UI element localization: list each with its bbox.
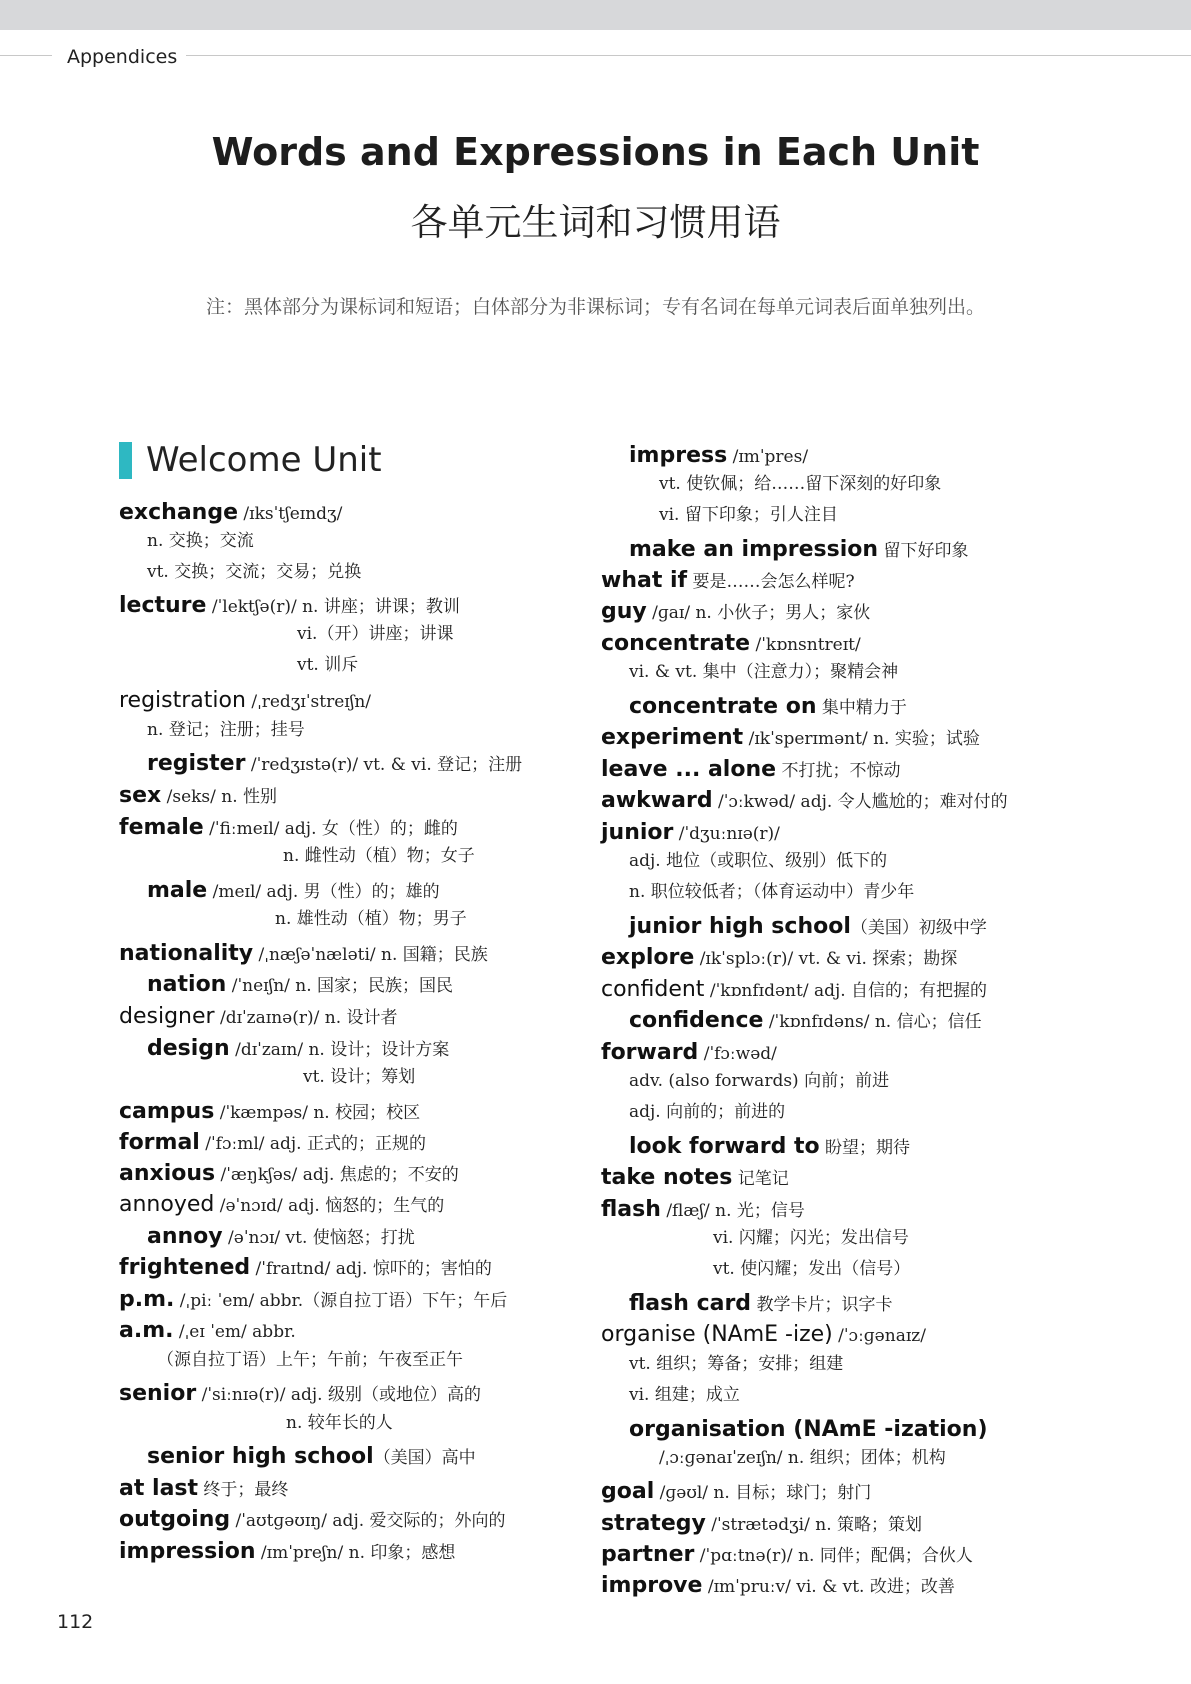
definition-text: adv. (also forwards) 向前；前进 bbox=[629, 1071, 890, 1091]
vocab-entry-forward bbox=[601, 1042, 777, 1064]
vocab-entry-leave-alone bbox=[601, 759, 900, 781]
definition-text: n. 雄性动（植）物；男子 bbox=[275, 909, 467, 929]
vocab-entry-strategy bbox=[601, 1513, 922, 1535]
definition-text: /ˈfraɪtnd/ adj. 惊吓的；害怕的 bbox=[250, 1259, 492, 1279]
definition-text: /ˈɔːkwəd/ adj. 令人尴尬的；难对付的 bbox=[712, 792, 1008, 812]
definition-text: /ɪksˈtʃeɪndʒ/ bbox=[238, 504, 343, 524]
headword: make an impression bbox=[629, 537, 879, 562]
vocab-sense-line bbox=[275, 911, 467, 928]
vocab-sense-line bbox=[297, 657, 358, 674]
headword: nationality bbox=[119, 941, 254, 966]
headword: design bbox=[147, 1036, 230, 1061]
headword: confident bbox=[601, 977, 705, 1002]
definition-text: /ˈneɪʃn/ n. 国家；民族；国民 bbox=[226, 976, 454, 996]
vocab-entry-exchange bbox=[119, 502, 342, 524]
headword: organisation (NAmE -ization) bbox=[629, 1417, 988, 1442]
definition-text: /seks/ n. 性别 bbox=[161, 787, 278, 807]
definition-text: vi. 留下印象；引人注目 bbox=[659, 505, 838, 525]
vocab-entry-anxious bbox=[119, 1163, 459, 1185]
definition-text: n. 较年长的人 bbox=[286, 1413, 393, 1433]
vocab-entry-organise-name-ize bbox=[601, 1324, 926, 1346]
headword: a.m. bbox=[119, 1318, 174, 1343]
vocab-entry-at-last bbox=[119, 1478, 288, 1500]
vocab-entry-annoy bbox=[147, 1226, 415, 1248]
headword: take notes bbox=[601, 1165, 733, 1190]
vocab-entry-impress bbox=[629, 445, 808, 467]
vocab-entry-sex bbox=[119, 785, 277, 807]
headword: p.m. bbox=[119, 1287, 175, 1312]
definition-text: /ˈaʊtɡəʊɪŋ/ adj. 爱交际的；外向的 bbox=[230, 1511, 506, 1531]
headword: registration bbox=[119, 688, 246, 713]
definition-text: vt. 设计；筹划 bbox=[303, 1067, 416, 1087]
headword: junior high school bbox=[629, 914, 851, 939]
vocab-sense-line bbox=[629, 884, 914, 901]
definition-text: 终于；最终 bbox=[198, 1480, 289, 1500]
headword: senior high school bbox=[147, 1444, 374, 1469]
headword: what if bbox=[601, 568, 688, 593]
vocab-entry-concentrate bbox=[601, 633, 861, 655]
definition-text: /flæʃ/ n. 光；信号 bbox=[660, 1201, 805, 1221]
definition-text: vi.（开）讲座；讲课 bbox=[297, 624, 454, 644]
unit-title: Welcome Unit bbox=[146, 440, 382, 480]
definition-text: /ˌeɪ ˈem/ abbr. bbox=[173, 1322, 296, 1342]
vocab-sense-line bbox=[713, 1261, 910, 1278]
definition-text: /əˈnɔɪ/ vt. 使恼怒；打扰 bbox=[222, 1228, 415, 1248]
definition-text: /ˈsiːnɪə(r)/ adj. 级别（或地位）高的 bbox=[196, 1385, 481, 1405]
definition-text: vt. 交换；交流；交易；兑换 bbox=[147, 562, 362, 582]
vocab-entry-junior bbox=[601, 822, 780, 844]
definition-text: vi. & vt. 集中（注意力）；聚精会神 bbox=[629, 662, 899, 682]
definition-text: /ɡaɪ/ n. 小伙子；男人；家伙 bbox=[646, 603, 871, 623]
vocab-entry-look-forward-to bbox=[629, 1136, 910, 1158]
headword: impress bbox=[629, 443, 728, 468]
vocab-entry-flash-card bbox=[629, 1293, 892, 1315]
top-gray-band bbox=[0, 0, 1191, 30]
definition-text: （源自拉丁语）上午；午前；午夜至正午 bbox=[157, 1350, 463, 1370]
vocab-entry-experiment bbox=[601, 727, 980, 749]
vocab-entry-goal bbox=[601, 1481, 871, 1503]
vocab-sense-line bbox=[297, 626, 453, 643]
definition-text: 要是……会怎么样呢? bbox=[687, 572, 855, 592]
definition-text: /ˈfiːmeɪl/ adj. 女（性）的；雌的 bbox=[203, 819, 458, 839]
vocab-entry-improve bbox=[601, 1575, 955, 1597]
headword: senior bbox=[119, 1381, 197, 1406]
definition-text: /ɪkˈsperɪmənt/ n. 实验；试验 bbox=[743, 729, 980, 749]
headword: formal bbox=[119, 1130, 200, 1155]
definition-text: /ˈfɔːwəd/ bbox=[698, 1044, 777, 1064]
header-rule-left bbox=[0, 55, 52, 56]
definition-text: /ɪmˈpreʃn/ n. 印象；感想 bbox=[255, 1543, 456, 1563]
definition-text: /ˈkɒnsntreɪt/ bbox=[750, 635, 861, 655]
headword: outgoing bbox=[119, 1507, 231, 1532]
legend-note: 注：黑体部分为课标词和短语；白体部分为非课标词；专有名词在每单元词表后面单独列出。 bbox=[205, 296, 985, 318]
headword: frightened bbox=[119, 1255, 251, 1280]
vocab-entry-organisation-name-ization bbox=[629, 1419, 988, 1441]
headword: explore bbox=[601, 945, 695, 970]
definition-text: /dɪˈzaɪnə(r)/ n. 设计者 bbox=[214, 1008, 398, 1028]
vocab-entry-nationality bbox=[119, 943, 488, 965]
vocab-entry-senior bbox=[119, 1383, 481, 1405]
headword: leave ... alone bbox=[601, 757, 777, 782]
definition-text: 不打扰；不惊动 bbox=[776, 761, 901, 781]
section-label: Appendices bbox=[67, 46, 178, 68]
definition-text: /dɪˈzaɪn/ n. 设计；设计方案 bbox=[229, 1040, 450, 1060]
vocab-entry-outgoing bbox=[119, 1509, 506, 1531]
headword: campus bbox=[119, 1099, 215, 1124]
vocab-entry-what-if bbox=[601, 570, 855, 592]
headword: concentrate bbox=[601, 631, 751, 656]
vocab-entry-explore bbox=[601, 947, 957, 969]
unit-accent-bar bbox=[119, 442, 132, 479]
definition-text: （美国）初级中学 bbox=[850, 918, 987, 938]
definition-text: /ˈstrætədʒi/ n. 策略；策划 bbox=[705, 1515, 923, 1535]
vocab-entry-female bbox=[119, 817, 458, 839]
vocab-sense-line bbox=[147, 533, 254, 550]
definition-text: 盼望；期待 bbox=[819, 1138, 911, 1158]
definition-text: adj. 地位（或职位、级别）低下的 bbox=[629, 851, 888, 871]
definition-text: /ˌɔːɡənaɪˈzeɪʃn/ n. 组织；团体；机构 bbox=[659, 1448, 946, 1468]
headword: anxious bbox=[119, 1161, 216, 1186]
unit-heading bbox=[119, 441, 382, 479]
definition-text: 记笔记 bbox=[732, 1169, 789, 1189]
vocab-entry-confident bbox=[601, 979, 987, 1001]
headword: annoy bbox=[147, 1224, 223, 1249]
definition-text: n. 登记；注册；挂号 bbox=[147, 720, 305, 740]
headword: forward bbox=[601, 1040, 699, 1065]
vocab-entry-register bbox=[147, 753, 522, 775]
headword: flash bbox=[601, 1197, 661, 1222]
definition-text: 集中精力于 bbox=[816, 698, 907, 718]
vocab-entry-frightened bbox=[119, 1257, 492, 1279]
headword: partner bbox=[601, 1542, 695, 1567]
headword: junior bbox=[601, 820, 674, 845]
vocab-entry-awkward bbox=[601, 790, 1008, 812]
definition-text: /ˈæŋkʃəs/ adj. 焦虑的；不安的 bbox=[215, 1165, 459, 1185]
vocab-entry-guy bbox=[601, 601, 870, 623]
vocab-sense-line bbox=[303, 1069, 415, 1086]
vocab-sense-line bbox=[629, 1387, 740, 1404]
page-title-english: Words and Expressions in Each Unit bbox=[211, 130, 980, 174]
vocab-entry-lecture bbox=[119, 595, 460, 617]
vocab-sense-line bbox=[629, 853, 887, 870]
headword: nation bbox=[147, 972, 227, 997]
vocab-sense-line bbox=[629, 1356, 843, 1373]
vocab-entry-male bbox=[147, 880, 440, 902]
definition-text: vi. 闪耀；闪光；发出信号 bbox=[713, 1228, 909, 1248]
definition-text: /ɪmˈpres/ bbox=[727, 447, 809, 467]
definition-text: /ɪmˈpruːv/ vi. & vt. 改进；改善 bbox=[702, 1577, 955, 1597]
page-number: 112 bbox=[57, 1611, 94, 1633]
vocab-entry-impression bbox=[119, 1541, 455, 1563]
definition-text: vt. 使钦佩；给……留下深刻的好印象 bbox=[659, 474, 942, 494]
headword: designer bbox=[119, 1004, 215, 1029]
definition-text: /ˈdʒuːnɪə(r)/ bbox=[673, 824, 780, 844]
headword: exchange bbox=[119, 500, 238, 525]
definition-text: /ˌredʒɪˈstreɪʃn/ bbox=[245, 692, 371, 712]
vocab-sense-line bbox=[659, 476, 941, 493]
definition-text: /meɪl/ adj. 男（性）的；雄的 bbox=[207, 882, 440, 902]
definition-text: 留下好印象 bbox=[878, 541, 969, 561]
vocab-entry-take-notes bbox=[601, 1167, 789, 1189]
vocab-sense-line bbox=[659, 507, 838, 524]
headword: flash card bbox=[629, 1291, 752, 1316]
definition-text: /ˌnæʃəˈnæləti/ n. 国籍；民族 bbox=[253, 945, 488, 965]
headword: strategy bbox=[601, 1511, 706, 1536]
vocab-sense-line bbox=[629, 1073, 889, 1090]
definition-text: n. 雌性动（植）物；女子 bbox=[283, 846, 475, 866]
headword: concentrate on bbox=[629, 694, 817, 719]
vocab-entry-flash bbox=[601, 1199, 805, 1221]
headword: goal bbox=[601, 1479, 655, 1504]
definition-text: vt. 使闪耀；发出（信号） bbox=[713, 1259, 911, 1279]
vocab-entry-make-an-impression bbox=[629, 539, 968, 561]
definition-text: adj. 向前的；前进的 bbox=[629, 1102, 786, 1122]
vocab-entry-junior-high-school bbox=[629, 916, 987, 938]
vocab-sense-line bbox=[157, 1352, 463, 1369]
headword: guy bbox=[601, 599, 647, 624]
definition-text: /ˈkɒnfɪdəns/ n. 信心；信任 bbox=[763, 1012, 982, 1032]
definition-text: /əˈnɔɪd/ adj. 恼怒的；生气的 bbox=[214, 1196, 445, 1216]
vocab-entry-partner bbox=[601, 1544, 973, 1566]
definition-text: /ˈlektʃə(r)/ n. 讲座；讲课；教训 bbox=[206, 597, 460, 617]
vocab-entry-nation bbox=[147, 974, 453, 996]
definition-text: 教学卡片；识字卡 bbox=[751, 1295, 893, 1315]
vocab-entry-p-m bbox=[119, 1289, 507, 1311]
definition-text: n. 交换；交流 bbox=[147, 531, 254, 551]
vocab-entry-senior-high-school bbox=[147, 1446, 476, 1468]
headword: awkward bbox=[601, 788, 713, 813]
headword: look forward to bbox=[629, 1134, 820, 1159]
vocab-entry-campus bbox=[119, 1101, 420, 1123]
vocab-entry-design bbox=[147, 1038, 449, 1060]
definition-text: vt. 训斥 bbox=[297, 655, 359, 675]
definition-text: /ˈredʒɪstə(r)/ vt. & vi. 登记；注册 bbox=[245, 755, 523, 775]
vocab-sense-line bbox=[147, 722, 305, 739]
definition-text: n. 职位较低者；（体育运动中）青少年 bbox=[629, 882, 915, 902]
definition-text: /ˈkæmpəs/ n. 校园；校区 bbox=[214, 1103, 421, 1123]
header-rule-right bbox=[186, 55, 1191, 56]
vocab-entry-formal bbox=[119, 1132, 426, 1154]
vocab-sense-line bbox=[147, 564, 361, 581]
page-title-chinese: 各单元生词和习惯用语 bbox=[410, 201, 781, 244]
vocab-entry-a-m bbox=[119, 1320, 296, 1342]
vocab-sense-line bbox=[629, 1104, 785, 1121]
headword: male bbox=[147, 878, 208, 903]
headword: impression bbox=[119, 1539, 256, 1564]
definition-text: vt. 组织；筹备；安排；组建 bbox=[629, 1354, 844, 1374]
vocab-sense-line bbox=[283, 848, 475, 865]
vocab-sense-line bbox=[713, 1230, 909, 1247]
vocab-entry-confidence bbox=[629, 1010, 982, 1032]
headword: lecture bbox=[119, 593, 207, 618]
definition-text: /ˈɔːɡənaɪz/ bbox=[832, 1326, 926, 1346]
vocab-sense-line bbox=[659, 1450, 946, 1467]
vocab-entry-annoyed bbox=[119, 1194, 444, 1216]
headword: female bbox=[119, 815, 204, 840]
definition-text: （美国）高中 bbox=[373, 1448, 476, 1468]
headword: annoyed bbox=[119, 1192, 215, 1217]
definition-text: /ˌpiː ˈem/ abbr.（源自拉丁语）下午；午后 bbox=[174, 1291, 508, 1311]
definition-text: /ɪkˈsplɔː(r)/ vt. & vi. 探索；勘探 bbox=[694, 949, 958, 969]
headword: confidence bbox=[629, 1008, 764, 1033]
definition-text: /ˈpɑːtnə(r)/ n. 同伴；配偶；合伙人 bbox=[694, 1546, 973, 1566]
vocab-entry-concentrate-on bbox=[629, 696, 907, 718]
headword: organise (NAmE -ize) bbox=[601, 1322, 833, 1347]
headword: register bbox=[147, 751, 246, 776]
vocab-sense-line bbox=[629, 664, 898, 681]
vocab-sense-line bbox=[286, 1415, 393, 1432]
definition-text: /ˈkɒnfɪdənt/ adj. 自信的；有把握的 bbox=[704, 981, 988, 1001]
headword: improve bbox=[601, 1573, 703, 1598]
vocab-entry-registration bbox=[119, 690, 371, 712]
definition-text: vi. 组建；成立 bbox=[629, 1385, 740, 1405]
definition-text: /ɡəʊl/ n. 目标；球门；射门 bbox=[654, 1483, 872, 1503]
vocab-entry-designer bbox=[119, 1006, 398, 1028]
headword: at last bbox=[119, 1476, 199, 1501]
definition-text: /ˈfɔːml/ adj. 正式的；正规的 bbox=[199, 1134, 426, 1154]
headword: experiment bbox=[601, 725, 744, 750]
headword: sex bbox=[119, 783, 162, 808]
